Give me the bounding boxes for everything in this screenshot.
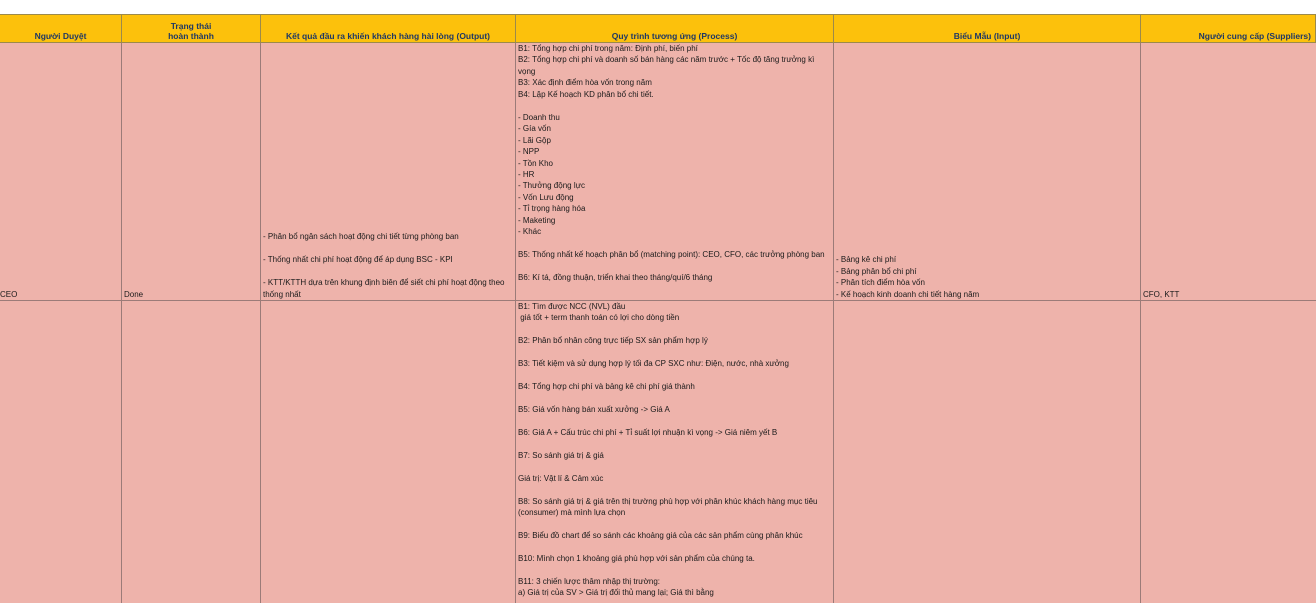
cell-text [2, 324, 119, 335]
header-input[interactable]: Biểu Mẫu (Input) [834, 15, 1141, 43]
process-line: - NPP [518, 147, 540, 157]
process-line [518, 100, 831, 111]
cell-reviewer-row2[interactable] [0, 301, 122, 603]
cell-output-row2[interactable] [261, 301, 516, 603]
process-line [518, 564, 831, 575]
process-line: B1: Tổng hợp chi phí trong năm: Định phí, biến phí [518, 44, 698, 53]
header-suppliers[interactable]: Người cung cấp (Suppliers) [1141, 15, 1316, 43]
process-line [518, 461, 831, 472]
process-line: giá tốt + term thanh toán có lợi cho dòng tiền [518, 313, 680, 323]
process-line: B7: So sánh giá trị & giá [518, 450, 604, 460]
process-line [518, 393, 831, 404]
process-line: B3: Xác định điểm hòa vốn trong năm [518, 78, 652, 88]
output-line: - Phân bổ ngân sách hoạt động chi tiết từng phòng ban [263, 232, 459, 242]
process-line: B5: Thống nhất kế hoạch phân bổ (matching point): CEO, CFO, các trưởng phòng ban [518, 250, 825, 260]
process-line: B3: Tiết kiệm và sử dụng hợp lý tối đa CP SXC như: Điện, nước, nhà xưởng [518, 359, 789, 369]
cell-text [1143, 324, 1314, 335]
cell-reviewer-row1[interactable] [0, 43, 122, 301]
cell-text: CFO, KTT [1143, 289, 1180, 299]
process-line: B11: 3 chiến lược thâm nhập thị trường: [518, 576, 661, 586]
process-line: B5: Giá vốn hàng bán xuất xưởng -> Giá A [518, 405, 670, 415]
input-line: - Phân tích điểm hòa vốn [836, 278, 925, 288]
cell-input-row2[interactable] [834, 301, 1141, 603]
process-line: - Gía vốn [518, 124, 551, 134]
process-line: B6: Kí tá, đồng thuận, triển khai theo tháng/quí/6 tháng [518, 273, 713, 283]
process-line: B6: Giá A + Cấu trúc chi phí + Tỉ suất lợi nhuận kì vọng -> Giá niêm yết B [518, 427, 778, 437]
cell-process-row1[interactable] [516, 43, 834, 301]
cell-text: CEO [0, 289, 18, 299]
process-line [518, 415, 831, 426]
header-process[interactable]: Quy trình tương ứng (Process) [516, 15, 834, 43]
input-line: - Kế hoạch kinh doanh chi tiết hàng năm [836, 289, 980, 299]
header-reviewer[interactable]: Người Duyệt [0, 15, 122, 43]
process-line: B8: So sánh giá trị & giá trên thị trường phù hợp với phân khúc khách hàng mục tiêu (consumer) mà mình lựa chọn [518, 496, 820, 518]
cell-status-row2[interactable] [122, 301, 261, 603]
cell-suppliers-row2[interactable] [1141, 301, 1316, 603]
process-line [518, 518, 831, 529]
output-line [263, 243, 513, 254]
process-line [518, 484, 831, 495]
process-line: B2: Tổng hợp chi phí và doanh số bán hàng các năm trước + Tốc độ tăng trưởng kì vọng [518, 55, 817, 76]
process-line: B9: Biểu đồ chart để so sánh các khoảng giá của các sản phẩm cùng phân khúc [518, 530, 803, 540]
process-line: - Tồn Kho [518, 158, 553, 168]
cell-input-row1[interactable] [834, 43, 1141, 301]
cell-text: Done [124, 289, 144, 299]
cell-suppliers-row1[interactable] [1141, 43, 1316, 301]
output-line: - Thống nhất chi phí hoạt động để áp dụng BSC - KPI [263, 255, 453, 265]
process-line: - Maketing [518, 215, 556, 225]
process-line [518, 261, 831, 272]
process-line: - Tỉ trọng hàng hóa [518, 204, 586, 214]
process-line [518, 347, 831, 358]
cell-process-row2[interactable] [516, 301, 834, 603]
input-line: - Bảng kê chi phí [836, 255, 897, 265]
process-line: - Khác [518, 227, 542, 237]
cell-status-row1[interactable] [122, 43, 261, 301]
process-line: a) Giá trị của SV > Giá trị đối thủ mang lại; Giá thì bằng [518, 588, 714, 598]
header-output[interactable]: Kết quả đầu ra khiến khách hàng hài lòng (Output) [261, 15, 516, 43]
process-line: - HR [518, 169, 535, 179]
process-line [518, 238, 831, 249]
process-line: - Doanh thu [518, 112, 560, 122]
process-line: B4: Lập Kế hoạch KD phân bổ chi tiết. [518, 89, 654, 99]
process-line: - Lãi Gộp [518, 135, 551, 145]
header-status[interactable]: Trạng thái hoàn thành [122, 15, 261, 43]
process-line: - Thưởng động lực [518, 181, 585, 191]
process-line: Giá trị: Vật lí & Cảm xúc [518, 473, 604, 483]
process-line: B10: Mình chọn 1 khoảng giá phù hợp với sản phẩm của chúng ta. [518, 553, 755, 563]
cell-output-row1[interactable] [261, 43, 516, 301]
process-line: B4: Tổng hợp chi phí và bảng kê chi phí giá thành [518, 382, 695, 392]
input-line: - Bảng phân bổ chi phí [836, 266, 917, 276]
process-line [518, 324, 831, 335]
process-line [518, 370, 831, 381]
cell-text [124, 324, 258, 335]
process-line [518, 541, 831, 552]
output-line [263, 266, 513, 277]
output-line: - KTT/KTTH dựa trên khung định biên để siết chi phí hoạt động theo thống nhất [263, 278, 507, 299]
process-line: B2: Phân bổ nhân công trực tiếp SX sản phẩm hợp lý [518, 336, 708, 346]
process-line: B1: Tìm được NCC (NVL) đầu [518, 302, 626, 311]
process-line: - Vốn Lưu động [518, 192, 574, 202]
process-line [518, 438, 831, 449]
